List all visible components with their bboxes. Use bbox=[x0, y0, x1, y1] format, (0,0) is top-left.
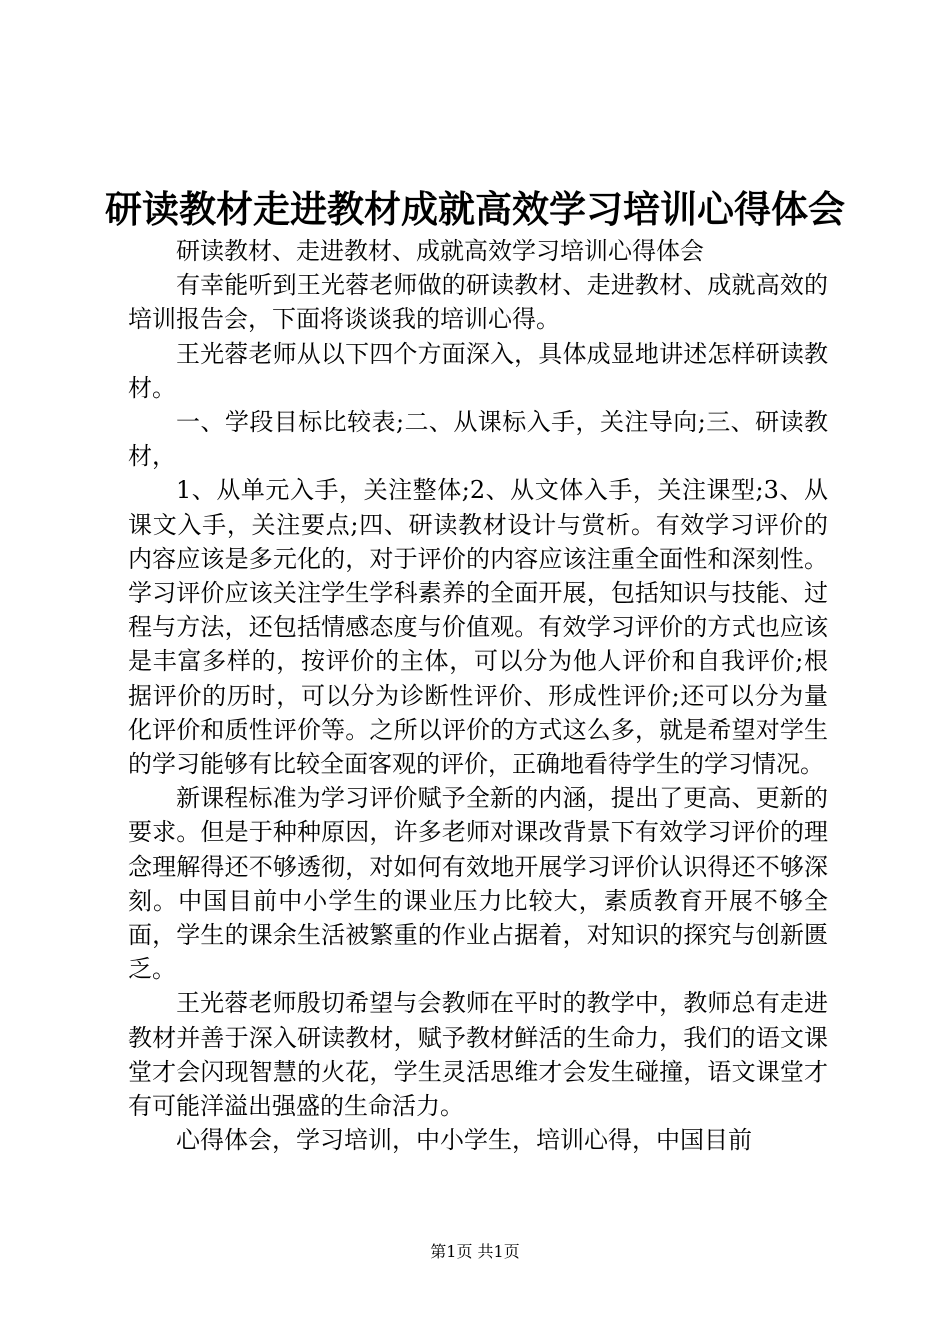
paragraph-keywords: 心得体会，学习培训，中小学生，培训心得，中国目前 bbox=[176, 1126, 752, 1155]
paragraph-aspects: 王光蓉老师从以下四个方面深入，具体成显地讲述怎样研读教材。 bbox=[128, 339, 828, 402]
paragraph-list-2: 1、从单元入手，关注整体;2、从文体入手，关注课型;3、从课文入手，关注要点;四、研读教材设计与赏析。有效学习评价的内容应该是多元化的，对于评价的内容应该注重全面性和深刻性。学习评价应该关注学生学科素养的全面开展，包括知识与技能、过程与方法，还包括情感态度与价值观。有效学习评价的方式也应该是丰富多样的，按评价的主体，可以分为他人评价和自我评价;根据评价的历时，可以分为诊断性评价、形成性评价;还可以分为量化评价和质性评价等。之所以评价的方式这么多，就是希望对学生的学习能够有比较全面客观的评价，正确地看待学生的学习情况。 bbox=[128, 476, 828, 779]
page-footer: 第1页 共1页 bbox=[430, 1242, 520, 1261]
paragraph-hope: 王光蓉老师殷切希望与会教师在平时的教学中，教师总有走进教材并善于深入研读教材，赋予教材鲜活的生命力，我们的语文课堂才会闪现智慧的火花，学生灵活思维才会发生碰撞，语文课堂才有可能洋溢出强盛的生命活力。 bbox=[128, 989, 828, 1121]
paragraph-list-1: 一、学段目标比较表;二、从课标入手，关注导向;三、研读教材， bbox=[128, 408, 828, 471]
paragraph-new-standard: 新课程标准为学习评价赋予全新的内涵，提出了更高、更新的要求。但是于种种原因，许多老师对课改背景下有效学习评价的理念理解得还不够透彻，对如何有效地开展学习评价认识得还不够深刻。中国目前中小学生的课业压力比较大，素质教育开展不够全面，学生的课余生活被繁重的作业占据着，对知识的探究与创新匮乏。 bbox=[128, 784, 828, 984]
paragraph-intro: 有幸能听到王光蓉老师做的研读教材、走进教材、成就高效的培训报告会，下面将谈谈我的培训心得。 bbox=[128, 271, 828, 334]
paragraph-subtitle: 研读教材、走进教材、成就高效学习培训心得体会 bbox=[176, 237, 704, 265]
document-body bbox=[128, 234, 828, 1157]
document-title: 研读教材走进教材成就高效学习培训心得体会 bbox=[105, 187, 845, 231]
